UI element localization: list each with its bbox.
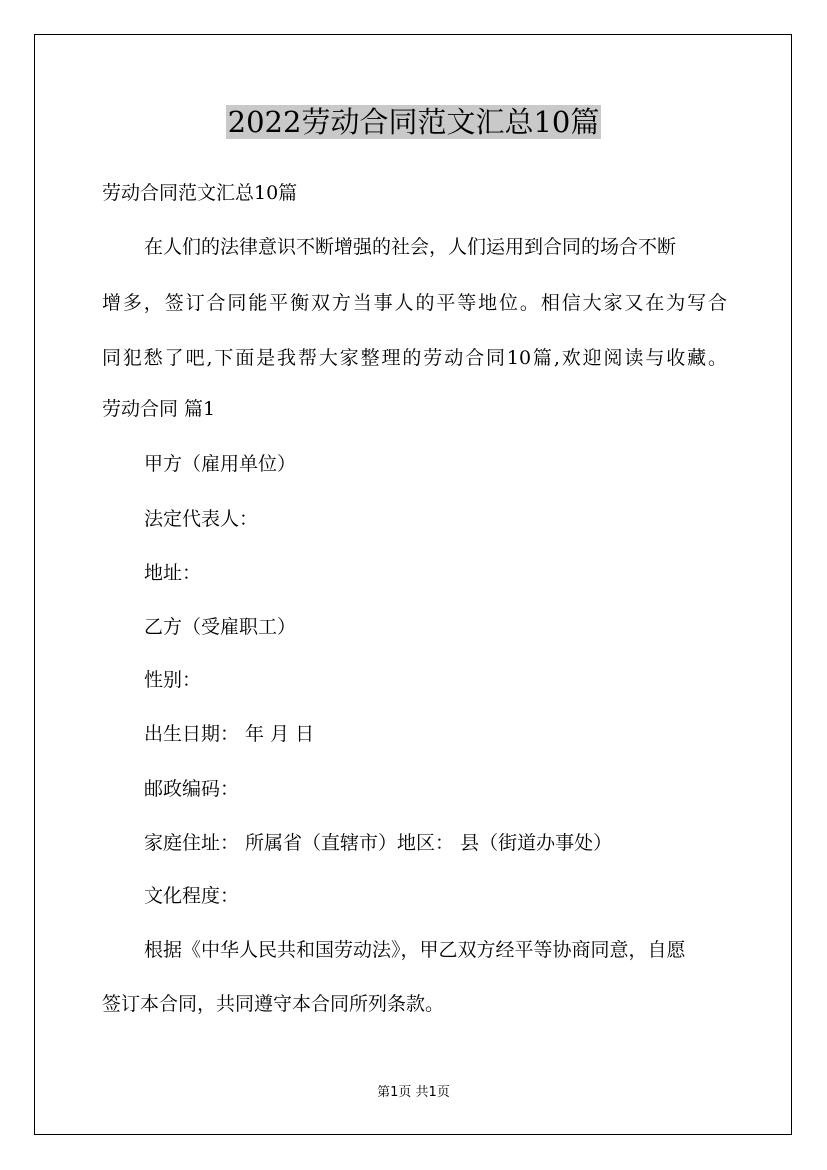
field-postal-code: 邮政编码： [144,778,240,800]
document-title [0,100,827,144]
closing-line-2: 签订本合同，共同遵守本合同所列条款。 [102,993,445,1015]
document-title-text: 2022劳动合同范文汇总10篇 [227,105,600,139]
closing-line-1: 根据《中华人民共和国劳动法》，甲乙双方经平等协商同意，自愿 [144,939,686,961]
field-birth-date: 出生日期： 年 月 日 [144,723,315,745]
field-employer: 甲方（雇用单位） [144,453,297,475]
document-subtitle: 劳动合同范文汇总10篇 [102,182,298,204]
field-gender: 性别： [144,669,202,691]
field-legal-representative: 法定代表人： [144,508,259,530]
intro-line-2: 增多，签订合同能平衡双方当事人的平等地位。相信大家又在为写合 [102,292,727,314]
intro-line-1: 在人们的法律意识不断增强的社会，人们运用到合同的场合不断 [144,236,677,258]
intro-line-3: 同犯愁了吧,下面是我帮大家整理的劳动合同10篇,欢迎阅读与收藏。 [102,347,727,369]
page-number-footer: 第1页 共1页 [377,1085,450,1100]
section-heading: 劳动合同 篇1 [102,398,216,420]
field-education: 文化程度： [144,885,240,907]
field-address: 地址： [144,562,202,584]
field-home-address: 家庭住址： 所属省（直辖市）地区： 县（街道办事处） [144,832,613,854]
field-employee: 乙方（受雇职工） [144,616,297,638]
